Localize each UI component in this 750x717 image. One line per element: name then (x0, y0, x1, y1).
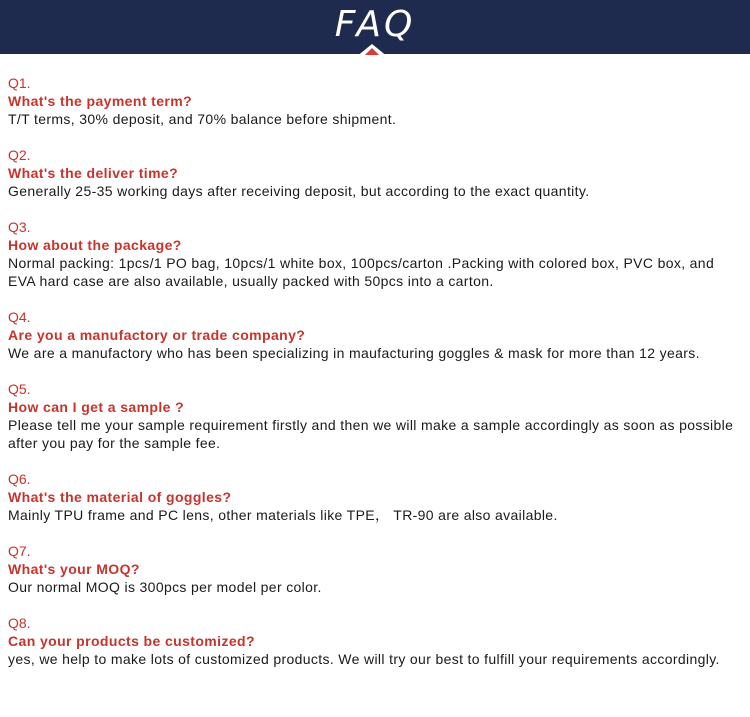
question-text: Are you a manufactory or trade company? (8, 327, 306, 343)
question-text: How about the package? (8, 237, 182, 253)
question-number: Q6. (8, 471, 31, 487)
faq-item-8 (8, 614, 743, 668)
faq-item-1 (8, 74, 743, 128)
question-text: What's the material of goggles? (8, 489, 232, 505)
answer-text: We are a manufactory who has been specializing in maufacturing goggles & mask for more than 12 years. (8, 345, 700, 361)
page-title: FAQ (334, 4, 416, 45)
question-number: Q8. (8, 615, 31, 631)
faq-item-6 (8, 470, 743, 524)
answer-text: T/T terms, 30% deposit, and 70% balance before shipment. (8, 111, 397, 127)
answer-text: Mainly TPU frame and PC lens, other materials like TPE， TR-90 are also available. (8, 507, 558, 523)
question-text: What's the deliver time? (8, 165, 179, 181)
question-number: Q2. (8, 147, 31, 163)
question-number: Q5. (8, 381, 31, 397)
faq-item-7 (8, 542, 743, 596)
triangle-marker-icon (365, 48, 379, 55)
question-number: Q1. (8, 75, 31, 91)
question-text: What's your MOQ? (8, 561, 140, 577)
answer-text: Generally 25-35 working days after receiving deposit, but according to the exact quantity. (8, 183, 590, 199)
question-text: What's the payment term? (8, 93, 193, 109)
answer-text: Normal packing: 1pcs/1 PO bag, 10pcs/1 white box, 100pcs/carton .Packing with colored box, PVC box, and EVA hard case are also available, usually packed with 50pcs into a carton. (8, 255, 715, 289)
faq-list (8, 74, 743, 686)
faq-item-5 (8, 380, 743, 452)
faq-header-banner (0, 0, 750, 54)
faq-item-2 (8, 146, 743, 200)
question-number: Q4. (8, 309, 31, 325)
faq-item-4 (8, 308, 743, 362)
answer-text: yes, we help to make lots of customized products. We will try our best to fulfill your requirements accordingly. (8, 651, 720, 667)
question-text: How can I get a sample ? (8, 399, 185, 415)
faq-item-3 (8, 218, 743, 290)
answer-text: Please tell me your sample requirement firstly and then we will make a sample accordingly as soon as possible after you pay for the sample fee. (8, 417, 734, 451)
question-text: Can your products be customized? (8, 633, 255, 649)
question-number: Q3. (8, 219, 31, 235)
question-number: Q7. (8, 543, 31, 559)
answer-text: Our normal MOQ is 300pcs per model per color. (8, 579, 322, 595)
